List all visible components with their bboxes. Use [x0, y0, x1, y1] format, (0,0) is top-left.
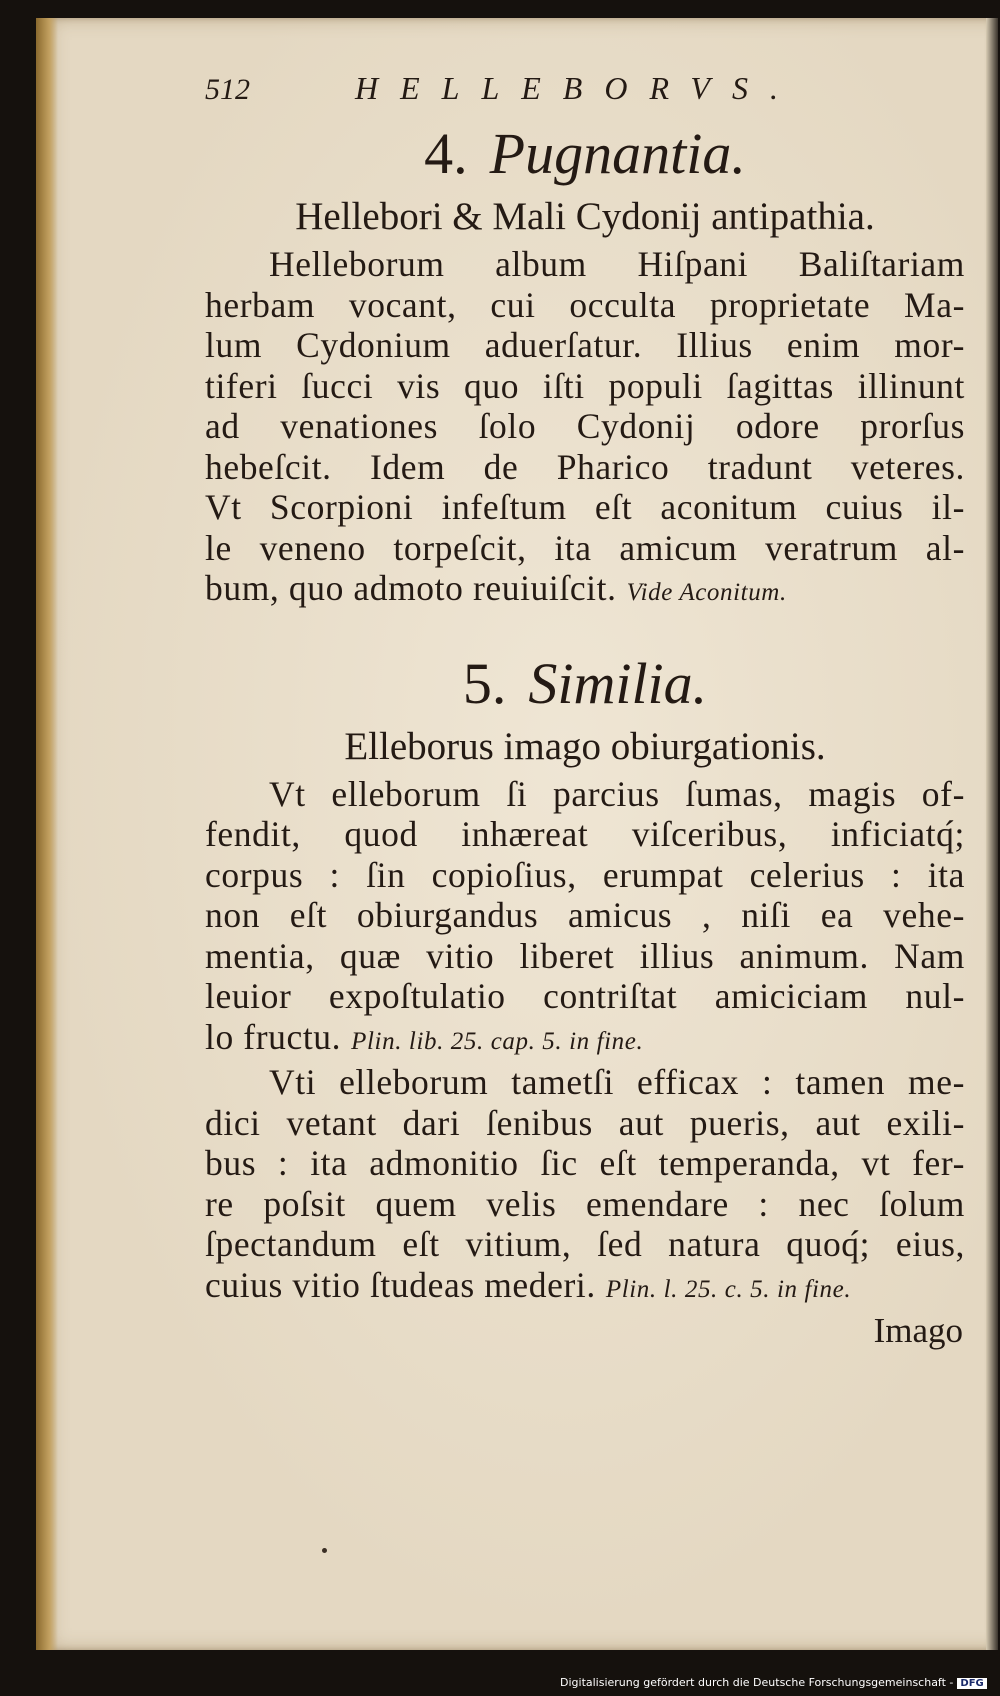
section-5-paragraph-2: [205, 1062, 965, 1310]
catchword: Imago: [873, 1311, 963, 1350]
text-line: lum Cydonium aduerſatur. Illius enim mor-: [205, 325, 965, 365]
dfg-logo: DFG: [957, 1678, 986, 1689]
text-line: lo fructu.: [205, 1016, 342, 1057]
digitization-footer: [560, 1676, 987, 1689]
text-line: re poſsit quem velis emendare : nec ſolum: [205, 1183, 965, 1224]
page-text: [205, 70, 965, 1352]
section-5-title: Similia.: [528, 650, 708, 716]
text-line: fendit, quod inhæreat viſceribus, inficiatq́;: [205, 814, 965, 854]
citation: Plin. lib. 25. cap. 5. in fine.: [351, 1027, 644, 1055]
text-line: herbam vocant, cui occulta proprietate Ma-: [205, 284, 965, 325]
footer-text: Digitalisierung gefördert durch die Deutsche Forschungsgemeinschaft -: [560, 1676, 954, 1689]
text-line: dici vetant dari ſenibus aut pueris, aut exili-: [205, 1102, 965, 1143]
section-4-number: 4.: [424, 121, 468, 186]
text-line: non eſt obiurgandus amicus , niſi ea vehe-: [205, 895, 965, 935]
text-line: ad venationes ſolo Cydonij odore prorſus: [205, 406, 965, 446]
text-line: Helleborum album Hiſpani Baliſtariam: [269, 244, 965, 284]
text-line: corpus : ſin copioſius, erumpat celerius : ita: [205, 854, 965, 895]
section-5-paragraph-1: [205, 774, 965, 1063]
running-head: [205, 70, 965, 114]
citation: Vide Aconitum.: [626, 579, 787, 606]
section-5-subheading: Elleborus imago obiurgationis.: [344, 724, 826, 768]
text-line-with-citation: [205, 1265, 965, 1311]
text-line: mentia, quæ vitio liberet illius animum. Nam: [205, 935, 965, 976]
text-line: cuius vitio ſtudeas mederi.: [205, 1264, 596, 1305]
text-line-with-citation: [205, 1017, 965, 1063]
ink-speck: [322, 1548, 327, 1553]
text-line: Vt elleborum ſi parcius ſumas, magis of-: [269, 773, 965, 814]
section-5-number: 5.: [462, 650, 507, 716]
section-5-heading: [205, 648, 965, 720]
text-line: tiferi ſucci vis quo iſti populi ſagittas illinunt: [205, 365, 965, 406]
text-line: ſpectandum eſt vitium, ſed natura quoq́; eius,: [205, 1224, 965, 1264]
page-gutter: [36, 18, 58, 1650]
section-4-paragraph: [205, 244, 965, 614]
text-line: bus : ita admonitio ſic eſt temperanda, vt fer-: [205, 1143, 965, 1183]
page-edge: [986, 18, 998, 1650]
page-number: 512: [205, 73, 250, 106]
section-4-subheading: Hellebori & Mali Cydonij antipathia.: [295, 195, 875, 238]
text-line-with-citation: [205, 568, 965, 614]
running-title: HELLEBORVS.: [355, 70, 800, 106]
text-line: Vt Scorpioni infeſtum eſt aconitum cuius il-: [205, 487, 965, 527]
text-line: Vti elleborum tametſi efficax : tamen me-: [269, 1062, 965, 1102]
text-line: le veneno torpeſcit, ita amicum veratrum al-: [205, 527, 965, 568]
citation: Plin. l. 25. c. 5. in fine.: [605, 1275, 852, 1303]
text-line: leuior expoſtulatio contriſtat amiciciam nul-: [205, 976, 965, 1016]
text-line: bum, quo admoto reuiuiſcit.: [205, 568, 617, 608]
section-4-title: Pugnantia.: [489, 121, 746, 186]
text-line: hebeſcit. Idem de Pharico tradunt veteres.: [205, 446, 965, 487]
section-4-heading: [205, 118, 965, 190]
